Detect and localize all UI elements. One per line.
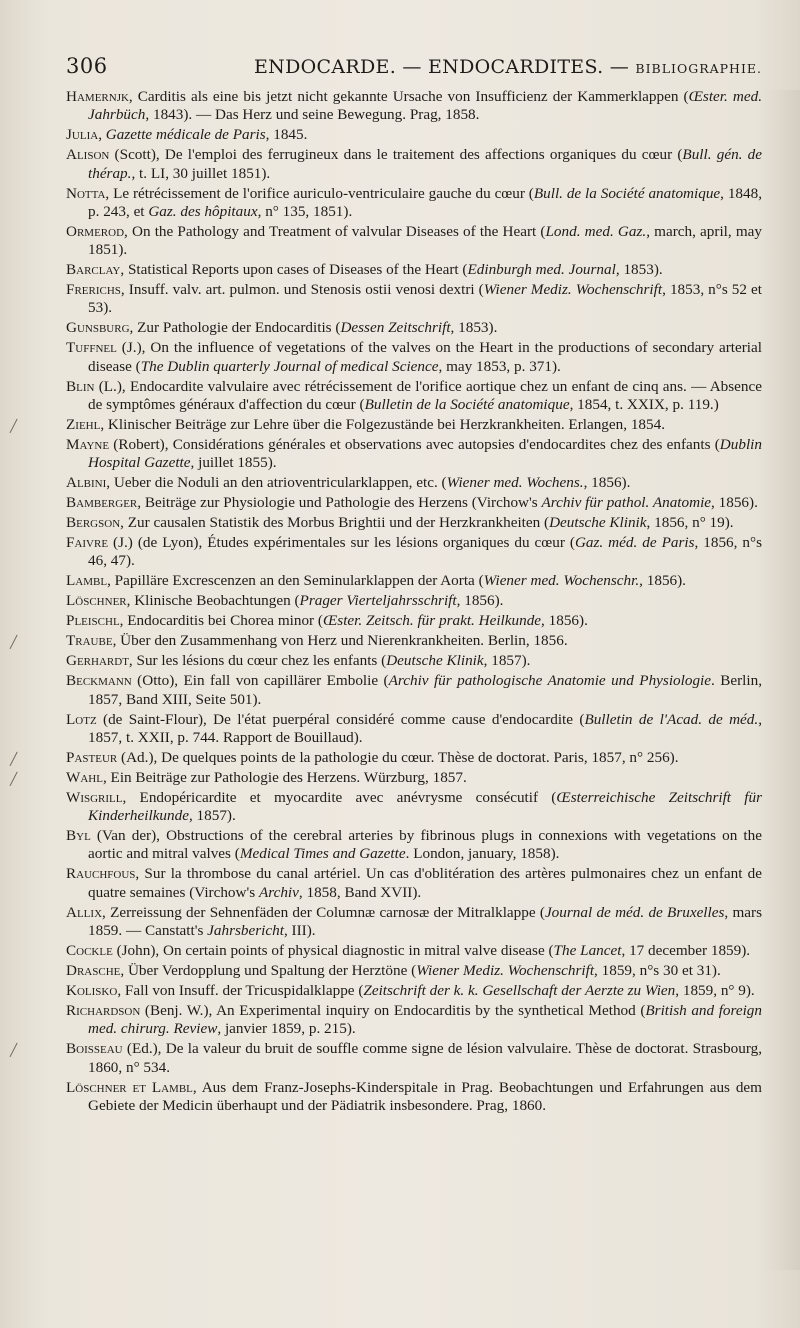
bibliography-entry	[66, 223, 762, 260]
entry-author: Ormerod	[66, 222, 125, 240]
entry-text: , Fall von Insuff. der Tricuspidalklappe (	[117, 981, 364, 999]
entry-text: , Le rétrécissement de l'orifice auriculo-ventriculaire gauche du cœur (	[105, 184, 534, 202]
entry-author: Drasche	[66, 961, 121, 979]
bibliography-entry	[66, 711, 762, 748]
entry-text: , 17 december 1859).	[621, 942, 751, 959]
entry-text: ,	[98, 126, 106, 144]
entry-author: Byl	[66, 827, 91, 845]
entry-author: Bergson	[66, 514, 121, 532]
entry-source-title: Deutsche Klinik	[549, 514, 647, 532]
bibliography-entry	[66, 789, 762, 826]
entry-text: , janvier 1859, p. 215).	[217, 1020, 356, 1038]
entry-text: , Sur les lésions du cœur chez les enfants (	[128, 652, 387, 670]
entry-text: , 1856).	[711, 494, 758, 512]
entry-author: Blin	[66, 377, 95, 395]
page-edge-shadow	[762, 90, 800, 1270]
entry-text: , 1857).	[188, 807, 236, 825]
bibliography-entry	[66, 146, 762, 183]
entry-author: Pleischl	[66, 612, 120, 630]
entry-text: , juillet 1855).	[190, 454, 277, 472]
entry-author: Julia	[66, 126, 99, 144]
entry-text: , Zerreissung der Sehnenfäden der Columnæ carnosæ der Mitralklappe (	[102, 903, 545, 921]
entry-text: , 1857, t. XXII, p. 744. Rapport de Bouillaud).	[88, 710, 762, 746]
entry-author: Tuffnel	[66, 339, 117, 357]
bibliography-entry	[66, 942, 762, 960]
pencil-mark-icon: ╱	[10, 751, 18, 766]
entry-author: Gunsburg	[66, 319, 130, 337]
entry-author: Notta	[66, 184, 106, 202]
bibliography-entry	[66, 865, 762, 902]
entry-text: (Ed.), De la valeur du bruit de souffle comme signe de lésion valvulaire. Thèse de doctorat. Strasbourg, 1860, n° 534.	[88, 1040, 762, 1076]
entry-text: , Aus dem Franz-Josephs-Kinderspitale in Prag. Beobachtungen und Erfahrungen aus dem Gebiete der Medicin überhaupt und der Pädiatrik insbesondere. Prag, 1860.	[88, 1078, 762, 1114]
entry-text: (Ad.), De quelques points de la pathologie du cœur. Thèse de doctorat. Paris, 1857, n° 256).	[117, 748, 679, 766]
entry-text: , III).	[283, 922, 316, 940]
entry-source-title: Œster. med. Jahrbüch	[88, 88, 762, 124]
entry-source-title: Wiener Mediz. Wochenschrift	[483, 281, 663, 299]
bibliography-entry	[66, 1002, 762, 1039]
entry-source-title: Bull. gén. de thérap.	[88, 146, 762, 182]
bibliography-entry	[10, 632, 762, 650]
entry-source-title: Bulletin de l'Acad. de méd.	[584, 710, 759, 728]
entry-author: Beckmann	[66, 672, 132, 690]
bibliography-entry	[66, 474, 762, 492]
bibliography-entry	[66, 339, 762, 376]
entry-author: Wisgrill	[66, 788, 123, 806]
bibliography-entry	[10, 1040, 762, 1077]
entry-text: (Otto), Ein fall von capillärer Embolie (	[131, 672, 389, 690]
entry-source-title: British and foreign med. chirurg. Review	[88, 1001, 762, 1038]
entry-text: , 1854, t. XXIX, p. 119.)	[569, 395, 719, 413]
entry-author: Mayne	[66, 435, 110, 453]
bibliography-list	[10, 88, 763, 1115]
entry-author: Richardson	[66, 1001, 141, 1019]
entry-source-title: Wiener med. Wochens.	[446, 474, 584, 492]
entry-text: , 1856).	[639, 572, 686, 590]
entry-text: (John), On certain points of physical diagnostic in mitral valve disease (	[112, 942, 554, 959]
entry-text: (L.), Endocardite valvulaire avec rétrécissement de l'orifice aortique chez un enfant de cinq ans. — Absence de symptômes généraux d'affection du cœur (	[88, 377, 762, 413]
entry-text: , Zur causalen Statistik des Morbus Brightii und der Herzkrankheiten (	[120, 514, 550, 532]
pencil-mark-icon: ╱	[10, 635, 18, 650]
entry-text: , On the Pathology and Treatment of valvular Diseases of the Heart (	[124, 222, 546, 240]
entry-author: Faivre	[66, 534, 109, 552]
bibliography-entry	[66, 962, 762, 980]
pencil-mark-icon: ╱	[10, 418, 18, 433]
entry-text: , Carditis als eine bis jetzt nicht gekannte Ursache von Insufficienz der Kammerklappen (	[128, 88, 689, 105]
pencil-mark-icon: ╱	[10, 1043, 18, 1058]
chapter-title: ENDOCARDE. — ENDOCARDITES. —	[254, 56, 630, 78]
bibliography-entry	[66, 827, 762, 864]
entry-source-title: Deutsche Klinik	[386, 652, 484, 670]
entry-author: Allix	[66, 903, 103, 921]
entry-source-title: Gaz. des hôpitaux	[148, 202, 258, 220]
entry-text: , 1859, n° 9).	[675, 981, 755, 999]
entry-text: , Zur Pathologie der Endocarditis (	[129, 319, 341, 337]
entry-text: , Über den Zusammenhang von Herz und Nierenkrankheiten. Berlin, 1856.	[112, 632, 568, 650]
bibliography-entry	[66, 185, 762, 222]
entry-author: Rauchfous	[66, 865, 136, 883]
entry-source-title: Jahrsbericht	[207, 922, 284, 940]
bibliography-entry	[66, 982, 762, 1000]
entry-source-title: Zeitschrift der k. k. Gesellschaft der Aerzte zu Wien	[363, 981, 676, 999]
entry-author: Gerhardt	[66, 652, 129, 670]
entry-text: (J.), On the influence of vegetations of the valves on the Heart in the productions of secondary arterial disease (	[88, 339, 762, 375]
entry-source-title: Archiv für pathologische Anatomie und Physiologie	[388, 672, 712, 690]
entry-text: , mars 1859. — Canstatt's	[88, 903, 762, 940]
entry-text: , 1856, n°s 46, 47).	[88, 534, 763, 570]
entry-author: Pasteur	[66, 748, 118, 766]
entry-author: Cockle	[66, 942, 113, 959]
entry-text: , 1848, p. 243, et	[88, 184, 762, 220]
entry-text: , Endopéricardite et myocardite avec anévrysme consécutif (	[122, 788, 557, 806]
entry-author: Barclay	[66, 261, 121, 279]
entry-source-title: The Dublin quarterly Journal of medical Science	[140, 357, 439, 375]
entry-text: , 1856).	[541, 612, 588, 630]
entry-text: , 1853).	[615, 261, 663, 279]
bibliography-entry	[66, 652, 762, 670]
entry-text: , 1853).	[450, 319, 498, 337]
entry-source-title: Gaz. méd. de Paris	[574, 534, 695, 552]
entry-text: , Endocarditis bei Chorea minor (	[119, 612, 323, 630]
bibliography-entry	[66, 126, 762, 144]
bibliography-entry	[66, 319, 762, 337]
entry-author: Löschner	[66, 592, 127, 610]
entry-text: , Insuff. valv. art. pulmon. und Stenosis ostii venosi dextri (	[120, 281, 484, 299]
entry-text: , Über Verdopplung und Spaltung der Herztöne (	[120, 961, 417, 979]
entry-source-title: Œster. Zeitsch. für prakt. Heilkunde	[322, 612, 542, 630]
entry-text: , 1845.	[265, 126, 308, 144]
bibliography-entry	[66, 904, 762, 941]
running-header	[66, 54, 762, 78]
entry-text: , 1856).	[583, 474, 631, 492]
entry-text: , may 1853, p. 371).	[438, 357, 561, 375]
entry-text: , Ein Beiträge zur Pathologie des Herzens. Würzburg, 1857.	[102, 768, 467, 786]
pencil-mark-icon: ╱	[10, 771, 18, 786]
bibliography-entry	[66, 612, 762, 630]
entry-author: Lotz	[66, 710, 97, 728]
entry-text: , 1843). — Das Herz und seine Bewegung. Prag, 1858.	[145, 106, 480, 124]
entry-text: , Ueber die Noduli an den atrioventricularklappen, etc. (	[106, 474, 447, 492]
entry-text: , 1859, n°s 30 et 31).	[594, 961, 721, 979]
bibliography-entry	[66, 436, 762, 473]
entry-text: (Van der), Obstructions of the cerebral arteries by fibrinous plugs in connexions with vegetations on the aortic and mitral valves (	[88, 827, 762, 863]
bibliography-entry	[66, 494, 762, 512]
entry-author: Wahl	[66, 768, 103, 786]
entry-text: , 1856).	[456, 592, 504, 610]
entry-author: Kolisko	[66, 981, 118, 999]
bibliography-entry	[10, 748, 762, 767]
bibliography-entry	[66, 572, 762, 590]
entry-text: , Klinischer Beiträge zur Lehre über die Folgezustände bei Herzkrankheiten. Erlangen, 1854.	[100, 415, 666, 433]
entry-author: Lambl	[66, 572, 108, 590]
entry-source-title: Archiv für pathol. Anatomie	[541, 494, 712, 512]
entry-author: Hamernjk	[66, 88, 129, 105]
entry-text: , Klinische Beobachtungen (	[126, 592, 300, 610]
section-title: BIBLIOGRAPHIE.	[635, 61, 762, 76]
bibliography-entry	[66, 514, 762, 532]
entry-source-title: Wiener med. Wochenschr.	[483, 572, 640, 590]
entry-source-title: Gazette médicale de Paris	[105, 126, 266, 144]
bibliography-entry	[10, 415, 762, 434]
entry-source-title: Archiv	[258, 883, 299, 901]
entry-source-title: Prager Vierteljahrsschrift	[299, 592, 457, 610]
bibliography-entry	[10, 768, 762, 787]
entry-author: Löschner et Lambl	[66, 1078, 193, 1096]
bibliography-entry	[66, 534, 762, 571]
bibliography-entry	[66, 88, 762, 125]
entry-text: (de Saint-Flour), De l'état puerpéral considéré comme cause d'endocardite (	[96, 710, 585, 728]
entry-author: Ziehl	[66, 415, 101, 433]
entry-text: , 1857).	[483, 652, 531, 670]
entry-source-title: Journal de méd. de Bruxelles	[544, 903, 725, 921]
entry-text: , 1858, Band XVII).	[298, 883, 422, 901]
bibliography-entry	[66, 592, 762, 610]
entry-source-title: Dublin Hospital Gazette	[88, 435, 762, 472]
entry-source-title: Lond. med. Gaz.	[545, 222, 647, 240]
entry-source-title: Wiener Mediz. Wochenschrift	[416, 961, 595, 979]
running-title	[254, 56, 762, 78]
entry-text: , march, april, may 1851).	[88, 222, 762, 259]
entry-author: Bamberger	[66, 494, 138, 512]
bibliography-entry	[66, 261, 762, 279]
entry-text: , Statistical Reports upon cases of Diseases of the Heart (	[120, 261, 468, 279]
entry-text: , 1853, n°s 52 et 53).	[88, 281, 762, 317]
entry-source-title: Medical Times and Gazette	[239, 845, 406, 863]
entry-author: Traube	[66, 632, 113, 650]
entry-text: , Papilläre Excrescenzen an den Seminularklappen der Aorta (	[107, 572, 484, 590]
entry-source-title: Dessen Zeitschrift	[340, 319, 451, 337]
entry-text: (Robert), Considérations générales et observations avec autopsies d'endocardites chez des enfants (	[109, 435, 720, 453]
entry-source-title: Edinburgh med. Journal	[467, 261, 616, 279]
entry-text: , Beiträge zur Physiologie und Pathologie des Herzens (Virchow's	[137, 494, 542, 512]
bibliography-entry	[66, 281, 762, 318]
bibliography-entry	[66, 378, 762, 415]
entry-author: Boisseau	[66, 1040, 123, 1058]
entry-source-title: Œsterreichische Zeitschrift für Kinderheilkunde	[88, 788, 762, 825]
entry-source-title: The Lancet	[553, 942, 622, 959]
entry-text: , n° 135, 1851).	[257, 202, 353, 220]
entry-text: , Sur la thrombose du canal artériel. Un cas d'oblitération des artères pulmonaires chez un enfant de quatre semaines (Virchow's	[88, 865, 762, 901]
entry-author: Alison	[66, 146, 110, 164]
bibliography-entry	[66, 672, 762, 709]
entry-author: Frerichs	[66, 281, 121, 299]
entry-text: (Benj. W.), An Experimental inquiry on Endocarditis by the synthetical Method (	[140, 1001, 646, 1019]
entry-text: , t. LI, 30 juillet 1851).	[131, 164, 271, 182]
entry-source-title: Bull. de la Société anatomique	[533, 184, 721, 202]
page-number: 306	[66, 54, 108, 78]
entry-text: . Berlin, 1857, Band XIII, Seite 501).	[88, 672, 762, 708]
bibliography-entry	[66, 1079, 762, 1116]
entry-text: . London, january, 1858).	[405, 845, 560, 863]
entry-text: (Scott), De l'emploi des ferrugineux dans le traitement des affections organiques du cœur (	[109, 146, 683, 164]
entry-source-title: Bulletin de la Société anatomique	[364, 395, 570, 413]
entry-author: Albini	[66, 474, 107, 492]
entry-text: (J.) (de Lyon), Études expérimentales sur les lésions organiques du cœur (	[108, 534, 575, 552]
entry-text: , 1856, n° 19).	[646, 514, 734, 532]
